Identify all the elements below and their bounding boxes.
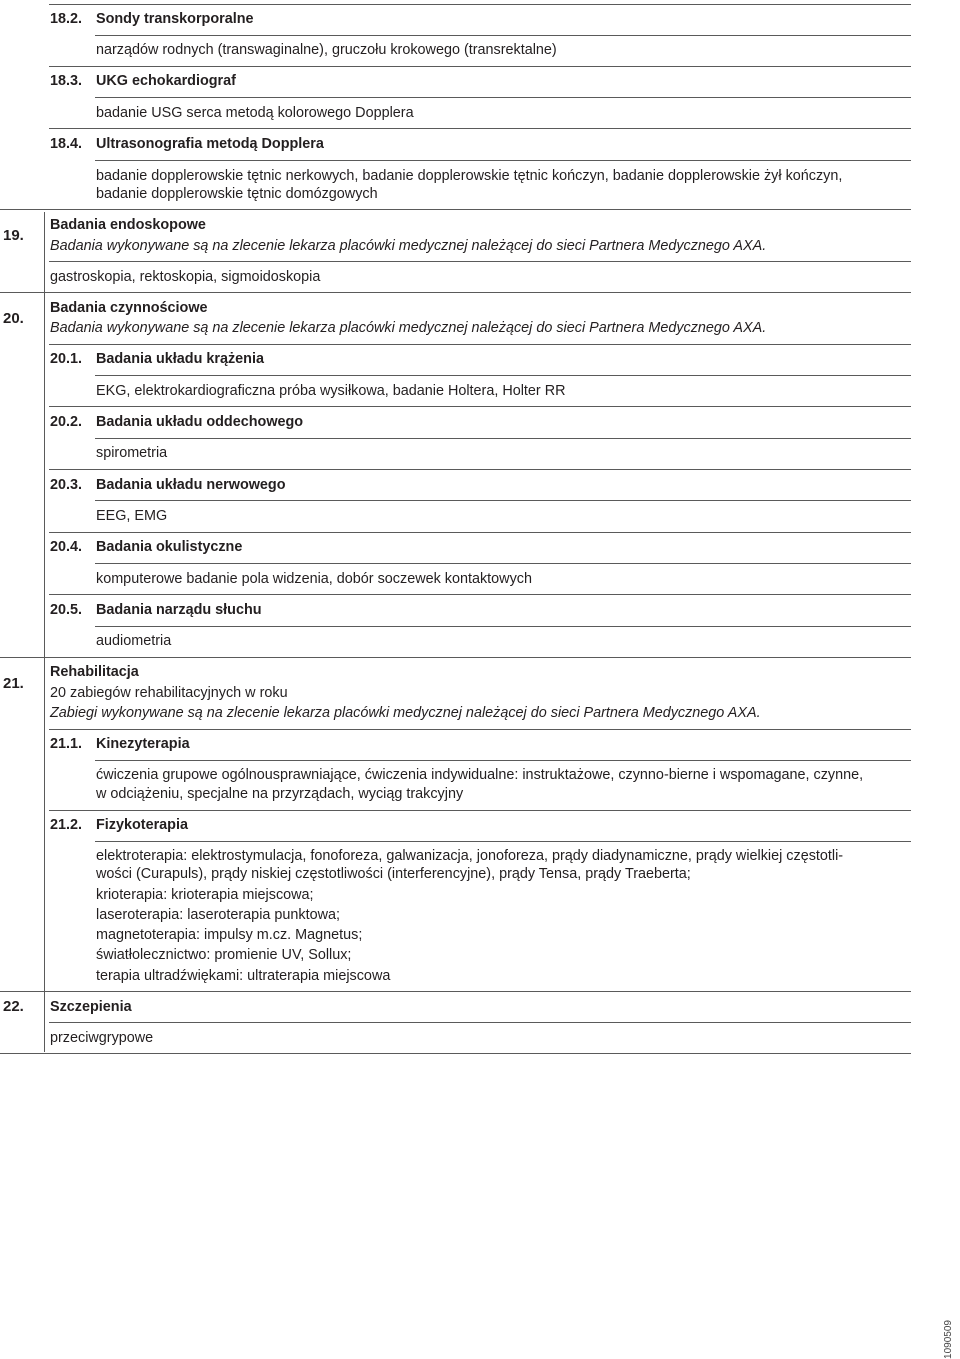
fizykoterapia-line: krioterapia: krioterapia miejscowa;: [96, 887, 314, 903]
section-21-number: 21.: [3, 675, 24, 692]
section-divider: [0, 292, 911, 293]
section-18-4-description-line-2: badanie dopplerowskie tętnic domózgowych: [96, 186, 378, 202]
row-divider: [95, 563, 911, 564]
section-divider: [0, 657, 911, 658]
section-18-3-number: 18.3.: [50, 73, 83, 89]
section-19-number: 19.: [3, 227, 24, 244]
row-divider: [49, 532, 911, 533]
section-22-title: Szczepienia: [50, 999, 132, 1015]
section-19-description: gastroskopia, rektoskopia, sigmoidoskopia: [50, 269, 321, 285]
fizykoterapia-line: wości (Curapuls), prądy niskiej częstotliwości (interferencyjne), prądy Tensa, prądy Traeberta;: [96, 866, 691, 882]
row-divider: [95, 97, 911, 98]
fizykoterapia-line: magnetoterapia: impulsy m.cz. Magnetus;: [96, 927, 363, 943]
section-18-4-description-line-1: badanie dopplerowskie tętnic nerkowych, badanie dopplerowskie tętnic kończyn, badanie dopplerowskie żył kończyn,: [96, 168, 843, 184]
section-22-description: przeciwgrypowe: [50, 1030, 154, 1046]
row-divider: [49, 4, 911, 5]
document-id: 1090509: [943, 1320, 954, 1359]
row-divider: [95, 500, 911, 501]
section-20-2-title: Badania układu oddechowego: [96, 414, 304, 430]
section-20-number: 20.: [3, 310, 24, 327]
section-18-2-number: 18.2.: [50, 11, 83, 27]
section-divider: [0, 991, 911, 992]
section-21-1-description-line-2: w odciążeniu, specjalne na przyrządach, wyciąg trakcyjny: [96, 786, 464, 802]
fizykoterapia-line: laseroterapia: laseroterapia punktowa;: [96, 907, 340, 923]
fizykoterapia-line: terapia ultradźwiękami: ultraterapia miejscowa: [96, 968, 391, 984]
section-20-4-title: Badania okulistyczne: [96, 539, 243, 555]
fizykoterapia-line: światłolecznictwo: promienie UV, Sollux;: [96, 947, 352, 963]
section-divider: [0, 1053, 911, 1054]
section-21-2-title: Fizykoterapia: [96, 817, 188, 833]
section-20-1-description: EKG, elektrokardiograficzna próba wysiłkowa, badanie Holtera, Holter RR: [96, 383, 566, 399]
fizykoterapia-line: elektroterapia: elektrostymulacja, fonoforeza, galwanizacja, jonoforeza, prądy diadynamiczne, prądy wielkiej częstotli-: [96, 848, 844, 864]
row-divider: [49, 469, 911, 470]
row-divider: [49, 1022, 911, 1023]
section-20-5-title: Badania narządu słuchu: [96, 602, 262, 618]
row-divider: [49, 594, 911, 595]
section-21-1-title: Kinezyterapia: [96, 736, 190, 752]
section-20-3-title: Badania układu nerwowego: [96, 477, 286, 493]
section-21-note: Zabiegi wykonywane są na zlecenie lekarza placówki medycznej należącej do sieci Partnera Medycznego AXA.: [50, 705, 761, 721]
row-divider: [95, 35, 911, 36]
row-divider: [49, 810, 911, 811]
section-20-1-title: Badania układu krążenia: [96, 351, 264, 367]
row-divider: [95, 438, 911, 439]
section-20-note: Badania wykonywane są na zlecenie lekarza placówki medycznej należącej do sieci Partnera Medycznego AXA.: [50, 320, 767, 336]
section-20-2-description: spirometria: [96, 445, 168, 461]
section-number-divider: [44, 212, 45, 1052]
section-20-3-description: EEG, EMG: [96, 508, 168, 524]
row-divider: [49, 66, 911, 67]
section-21-2-number: 21.2.: [50, 817, 83, 833]
section-18-3-description: badanie USG serca metodą kolorowego Dopplera: [96, 105, 414, 121]
section-18-2-description: narządów rodnych (transwaginalne), gruczołu krokowego (transrektalne): [96, 42, 557, 58]
row-divider: [49, 729, 911, 730]
section-divider: [0, 209, 911, 210]
section-20-3-number: 20.3.: [50, 477, 83, 493]
row-divider: [95, 760, 911, 761]
section-20-1-number: 20.1.: [50, 351, 83, 367]
row-divider: [95, 160, 911, 161]
section-21-1-number: 21.1.: [50, 736, 83, 752]
section-18-3-title: UKG echokardiograf: [96, 73, 236, 89]
row-divider: [95, 841, 911, 842]
section-19-note: Badania wykonywane są na zlecenie lekarza placówki medycznej należącej do sieci Partnera Medycznego AXA.: [50, 238, 767, 254]
row-divider: [49, 406, 911, 407]
row-divider: [95, 626, 911, 627]
section-22-number: 22.: [3, 998, 24, 1015]
section-18-4-title: Ultrasonografia metodą Dopplera: [96, 136, 324, 152]
section-21-limit: 20 zabiegów rehabilitacyjnych w roku: [50, 685, 288, 701]
section-20-5-description: audiometria: [96, 633, 172, 649]
row-divider: [49, 344, 911, 345]
section-19-title: Badania endoskopowe: [50, 217, 206, 233]
row-divider: [95, 375, 911, 376]
section-20-4-number: 20.4.: [50, 539, 83, 555]
section-21-1-description-line-1: ćwiczenia grupowe ogólnousprawniające, ćwiczenia indywidualne: instruktażowe, czynno-bierne i wspomagane, czynne,: [96, 767, 864, 783]
section-21-title: Rehabilitacja: [50, 664, 139, 680]
section-20-4-description: komputerowe badanie pola widzenia, dobór soczewek kontaktowych: [96, 571, 532, 587]
row-divider: [49, 128, 911, 129]
row-divider: [49, 261, 911, 262]
section-20-2-number: 20.2.: [50, 414, 83, 430]
section-18-2-title: Sondy transkorporalne: [96, 11, 254, 27]
section-20-5-number: 20.5.: [50, 602, 83, 618]
section-18-4-number: 18.4.: [50, 136, 83, 152]
section-20-title: Badania czynnościowe: [50, 300, 208, 316]
